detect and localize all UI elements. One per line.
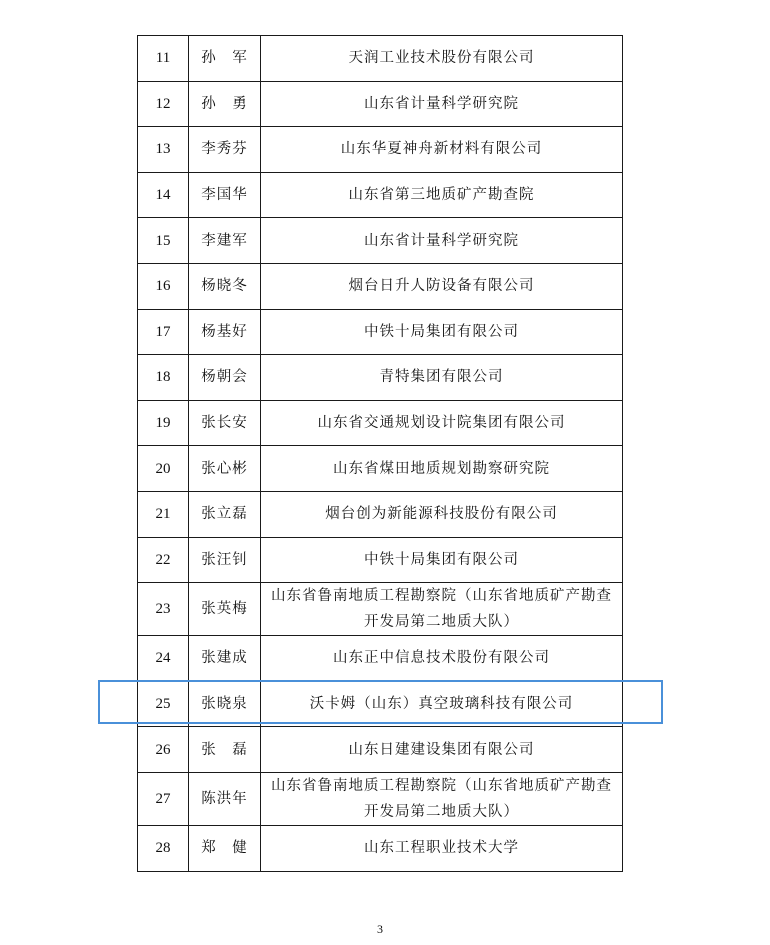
table-row xyxy=(138,172,623,218)
organization: 烟台日升人防设备有限公司 xyxy=(261,263,623,309)
person-name: 杨晓冬 xyxy=(189,263,261,309)
person-name: 郑 健 xyxy=(189,825,261,871)
row-number: 15 xyxy=(138,218,189,264)
page-number: 3 xyxy=(377,922,383,936)
row-number: 27 xyxy=(138,772,189,825)
table-row xyxy=(138,309,623,355)
organization: 山东省计量科学研究院 xyxy=(261,218,623,264)
table-row xyxy=(138,825,623,871)
organization: 山东省鲁南地质工程勘察院（山东省地质矿产勘查开发局第二地质大队） xyxy=(261,772,623,825)
table-row xyxy=(138,636,623,682)
person-name: 张 磊 xyxy=(189,727,261,773)
row-number: 22 xyxy=(138,537,189,583)
row-number: 24 xyxy=(138,636,189,682)
row-number: 25 xyxy=(138,681,189,727)
person-name: 张心彬 xyxy=(189,446,261,492)
table-row xyxy=(138,81,623,127)
person-name: 杨基好 xyxy=(189,309,261,355)
row-number: 26 xyxy=(138,727,189,773)
row-number: 12 xyxy=(138,81,189,127)
table-body xyxy=(138,36,623,872)
table-row xyxy=(138,355,623,401)
row-number: 13 xyxy=(138,127,189,173)
organization: 山东正中信息技术股份有限公司 xyxy=(261,636,623,682)
person-name: 李秀芬 xyxy=(189,127,261,173)
table-row xyxy=(138,727,623,773)
organization: 山东省鲁南地质工程勘察院（山东省地质矿产勘查开发局第二地质大队） xyxy=(261,583,623,636)
table-row xyxy=(138,537,623,583)
organization: 山东日建建设集团有限公司 xyxy=(261,727,623,773)
person-name: 陈洪年 xyxy=(189,772,261,825)
organization: 山东工程职业技术大学 xyxy=(261,825,623,871)
organization: 中铁十局集团有限公司 xyxy=(261,537,623,583)
person-name: 张晓泉 xyxy=(189,681,261,727)
table-row xyxy=(138,263,623,309)
person-name: 张汪钊 xyxy=(189,537,261,583)
person-name: 张立磊 xyxy=(189,491,261,537)
organization: 山东省煤田地质规划勘察研究院 xyxy=(261,446,623,492)
table-row xyxy=(138,583,623,636)
table-row xyxy=(138,446,623,492)
table-row xyxy=(138,36,623,82)
awardee-table xyxy=(137,35,623,872)
organization: 中铁十局集团有限公司 xyxy=(261,309,623,355)
person-name: 李国华 xyxy=(189,172,261,218)
person-name: 李建军 xyxy=(189,218,261,264)
row-number: 19 xyxy=(138,400,189,446)
organization: 沃卡姆（山东）真空玻璃科技有限公司 xyxy=(261,681,623,727)
row-number: 17 xyxy=(138,309,189,355)
organization: 山东省第三地质矿产勘查院 xyxy=(261,172,623,218)
person-name: 张建成 xyxy=(189,636,261,682)
row-number: 21 xyxy=(138,491,189,537)
row-number: 11 xyxy=(138,36,189,82)
person-name: 杨朝会 xyxy=(189,355,261,401)
row-number: 20 xyxy=(138,446,189,492)
selection-highlight-box[interactable] xyxy=(98,680,663,724)
person-name: 孙 军 xyxy=(189,36,261,82)
table-row xyxy=(138,127,623,173)
organization: 天润工业技术股份有限公司 xyxy=(261,36,623,82)
row-number: 18 xyxy=(138,355,189,401)
organization: 山东省交通规划设计院集团有限公司 xyxy=(261,400,623,446)
person-name: 孙 勇 xyxy=(189,81,261,127)
organization: 烟台创为新能源科技股份有限公司 xyxy=(261,491,623,537)
row-number: 28 xyxy=(138,825,189,871)
person-name: 张长安 xyxy=(189,400,261,446)
table-row xyxy=(138,400,623,446)
table-row xyxy=(138,772,623,825)
table-row xyxy=(138,491,623,537)
organization: 山东省计量科学研究院 xyxy=(261,81,623,127)
person-name: 张英梅 xyxy=(189,583,261,636)
organization: 青特集团有限公司 xyxy=(261,355,623,401)
row-number: 23 xyxy=(138,583,189,636)
row-number: 14 xyxy=(138,172,189,218)
organization: 山东华夏神舟新材料有限公司 xyxy=(261,127,623,173)
table-row xyxy=(138,218,623,264)
row-number: 16 xyxy=(138,263,189,309)
